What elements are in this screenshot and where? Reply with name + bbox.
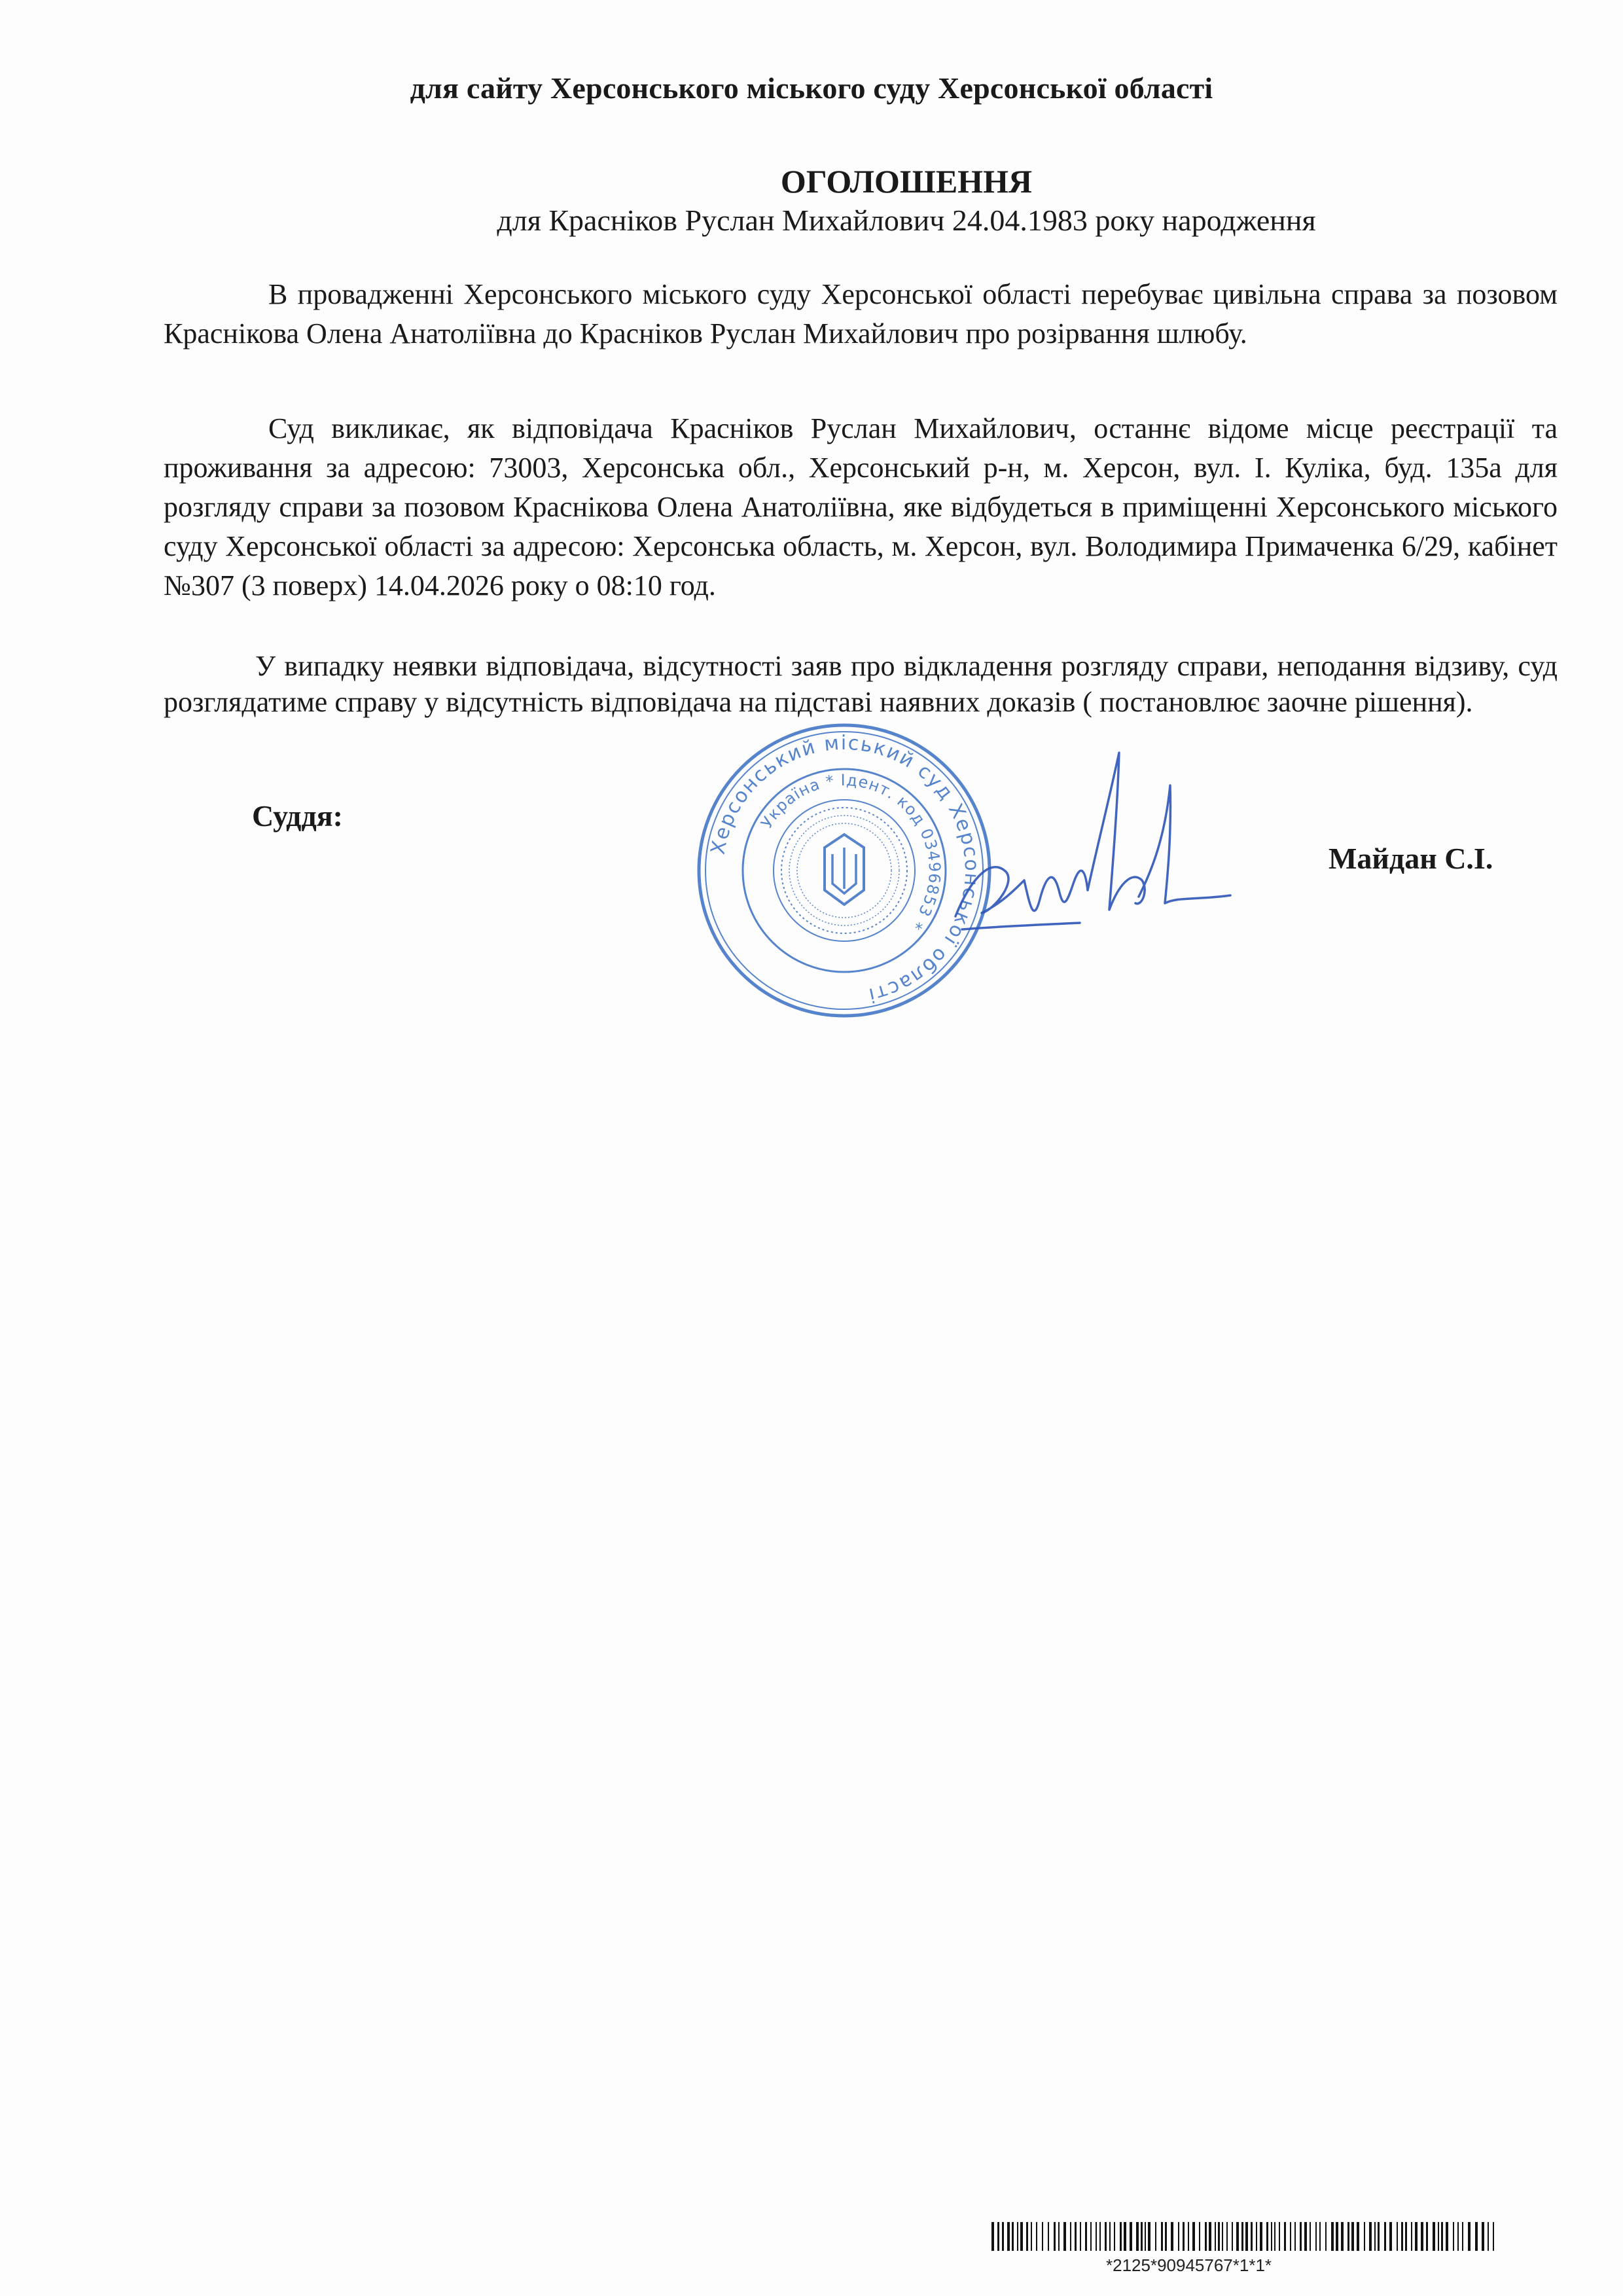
barcode-bar (1426, 2222, 1428, 2251)
barcode-bar (1222, 2222, 1223, 2251)
barcode-image (991, 2222, 1495, 2251)
barcode-bar (1315, 2222, 1317, 2251)
barcode-bar (1245, 2222, 1248, 2251)
barcode-bar (1336, 2222, 1338, 2251)
barcode-bar (1080, 2222, 1081, 2251)
barcode-bar (1325, 2222, 1327, 2251)
barcode-bar (1397, 2222, 1398, 2251)
barcode-bar (1433, 2222, 1435, 2251)
barcode-bar (1145, 2222, 1146, 2251)
barcode-bar (1357, 2222, 1359, 2251)
barcode-bar (1457, 2222, 1459, 2251)
barcode-bar (1438, 2222, 1439, 2251)
barcode-bar (1155, 2222, 1156, 2251)
barcode-bar (1256, 2222, 1257, 2251)
barcode-bar (1070, 2222, 1071, 2251)
barcode-bar (991, 2222, 994, 2251)
barcode-bar (1178, 2222, 1179, 2251)
stamp-inner-text: Україна * Ідент. код 03496853 * (757, 770, 944, 934)
barcode-bar (1048, 2222, 1049, 2251)
announcement-title: ОГОЛОШЕННЯ (780, 163, 1033, 200)
barcode-bar (1364, 2222, 1365, 2251)
barcode-bar (1226, 2222, 1228, 2251)
barcode-bar (1085, 2222, 1087, 2251)
barcode-bar (1274, 2222, 1275, 2251)
barcode-bar (1165, 2222, 1167, 2251)
barcode-bar (997, 2222, 999, 2251)
barcode-bar (1300, 2222, 1302, 2251)
barcode-bar (1020, 2222, 1023, 2251)
paragraph-case-info: В провадженні Херсонського міського суду Херсонської області перебуває цивільна справа за позовом Краснікова Олена Анатоліївна до Красніков Руслан Михайлович про розірвання шлюбу. (164, 278, 1558, 350)
barcode-bar (1109, 2222, 1111, 2251)
barcode-bar (1188, 2222, 1189, 2251)
barcode-bar (1266, 2222, 1268, 2251)
barcode-bar (1310, 2222, 1311, 2251)
barcode-bar (1453, 2222, 1454, 2251)
barcode-bar (1232, 2222, 1233, 2251)
barcode-bar (1054, 2222, 1056, 2251)
judge-label: Суддя: (252, 799, 343, 833)
barcode-bar (1036, 2222, 1037, 2251)
barcode-number: *2125*90945767*1*1* (1106, 2255, 1272, 2275)
barcode-bar (1389, 2222, 1392, 2251)
barcode-bar (1124, 2222, 1126, 2251)
barcode-bar (1290, 2222, 1291, 2251)
barcode-bar (1421, 2222, 1423, 2251)
barcode-bar (1374, 2222, 1376, 2251)
barcode-bar (1351, 2222, 1354, 2251)
barcode-bar (1284, 2222, 1286, 2251)
barcode-bar (1260, 2222, 1262, 2251)
barcode-bar (1488, 2222, 1489, 2251)
judge-name: Майдан С.І. (1329, 842, 1493, 875)
barcode-bar (1341, 2222, 1344, 2251)
barcode-bar (1130, 2222, 1132, 2251)
announcement-subtitle: для Красніков Руслан Михайлович 24.04.1983 року народження (497, 204, 1316, 237)
barcode-bar (1012, 2222, 1014, 2251)
barcode-bar (1031, 2222, 1032, 2251)
barcode-bar (1446, 2222, 1448, 2251)
barcode-bar (1279, 2222, 1280, 2251)
barcode-bar (1401, 2222, 1403, 2251)
barcode-bar (1468, 2222, 1471, 2251)
barcode-bar (1218, 2222, 1220, 2251)
barcode-bar (1096, 2222, 1097, 2251)
barcode-bar (1331, 2222, 1334, 2251)
barcode-bar (1105, 2222, 1107, 2251)
barcode-bar (1215, 2222, 1216, 2251)
paragraph-absence-notice: У випадку неявки відповідача, відсутності заяв про відкладення розгляду справи, неподання відзиву, суд розглядатиме справу у відсутність відповідача на підставі наявних доказів ( постановлює заочне рішення). (164, 650, 1558, 718)
barcode-bar (1462, 2222, 1463, 2251)
barcode-bar (1114, 2222, 1115, 2251)
stamp-outer-text: Херсонський міський суд Херсонської області (706, 731, 984, 1007)
barcode-bar (1369, 2222, 1372, 2251)
barcode-bar (1042, 2222, 1043, 2251)
barcode-bar (1378, 2222, 1380, 2251)
barcode-bar (1007, 2222, 1010, 2251)
barcode-bar (1405, 2222, 1407, 2251)
barcode-bar (1271, 2222, 1272, 2251)
barcode-bar (1482, 2222, 1484, 2251)
judge-signature (942, 740, 1243, 962)
paragraph-summons: Суд викликає, як відповідача Красніков Руслан Михайлович, останнє відоме місце реєстрації та проживання за адресою: 73003, Херсонська обл., Херсонський р-н, м. Херсон, вул. І. Куліка, буд. 135а для розгляду справи за позовом Краснікова Олена Анатоліївна, яке відбудеться в приміщенні Херсонського міського суду Херсонської області за адресою: Херсонська область, м. Херсон, вул. Володимира Примаченка 6/29, кабінет №307 (3 поверх) 14.04.2026 року о 08:10 год. (164, 412, 1558, 601)
barcode-bar (1411, 2222, 1412, 2251)
barcode-bar (1241, 2222, 1243, 2251)
barcode-bar (1415, 2222, 1418, 2251)
barcode-bar (1171, 2222, 1173, 2251)
barcode-bar (1090, 2222, 1092, 2251)
barcode-bar (1347, 2222, 1349, 2251)
barcode-bar (1493, 2222, 1494, 2251)
barcode-bar (1251, 2222, 1253, 2251)
barcode-bar (1199, 2222, 1200, 2251)
barcode-bar (1205, 2222, 1207, 2251)
barcode-bar (1063, 2222, 1066, 2251)
barcode-bar (1304, 2222, 1307, 2251)
barcode-bar (1475, 2222, 1478, 2251)
barcode-bar (1209, 2222, 1211, 2251)
barcode-bar (1183, 2222, 1185, 2251)
barcode-bar (1017, 2222, 1018, 2251)
barcode-bar (1099, 2222, 1101, 2251)
barcode-bar (1120, 2222, 1122, 2251)
barcode-bar (1441, 2222, 1443, 2251)
barcode-bar (1148, 2222, 1150, 2251)
barcode-bar (1294, 2222, 1296, 2251)
barcode-bar (1002, 2222, 1004, 2251)
site-header-line: для сайту Херсонського міського суду Херсонської області (410, 71, 1213, 105)
barcode-bar (1161, 2222, 1163, 2251)
barcode-bar (1384, 2222, 1386, 2251)
barcode-bar (1236, 2222, 1239, 2251)
barcode-bar (1058, 2222, 1060, 2251)
barcode-bar (1141, 2222, 1143, 2251)
barcode-bar (1075, 2222, 1077, 2251)
barcode-bar (1026, 2222, 1028, 2251)
barcode-bar (1319, 2222, 1321, 2251)
barcode-bar (1136, 2222, 1139, 2251)
barcode-bar (1192, 2222, 1195, 2251)
